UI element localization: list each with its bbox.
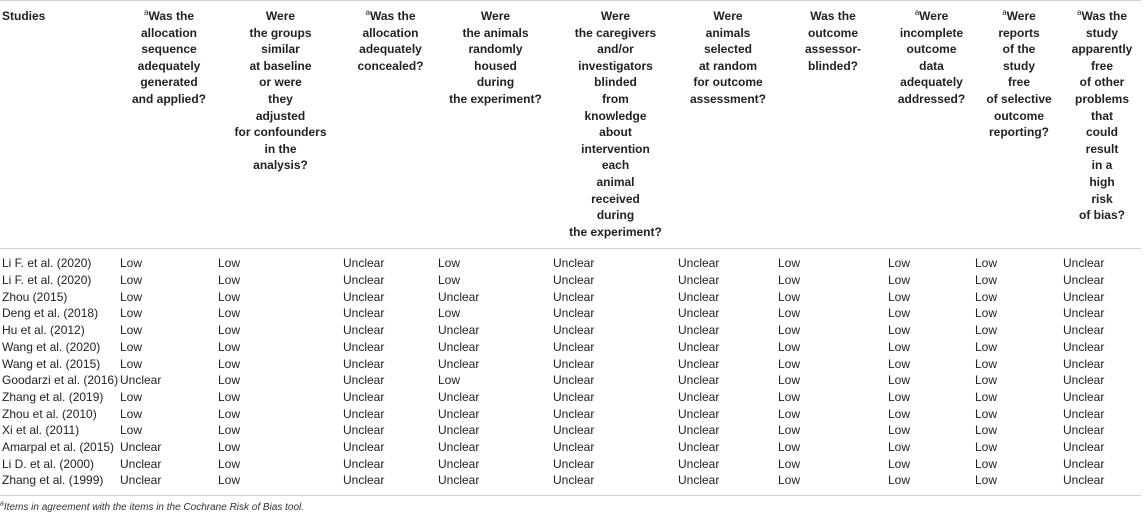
risk-rating-cell: Unclear xyxy=(438,440,480,455)
column-header-label: Were incomplete outcome data adequately addressed? xyxy=(897,9,966,106)
table-row xyxy=(0,356,1141,373)
table-row xyxy=(0,289,1141,306)
risk-rating-cell: Unclear xyxy=(678,423,720,438)
risk-rating-cell: Unclear xyxy=(438,423,480,438)
study-name-cell: Zhou (2015) xyxy=(2,289,68,304)
risk-rating-cell: Unclear xyxy=(553,473,595,488)
footnote-text: Items in agreement with the items in the Cochrane Risk of Bias tool. xyxy=(3,502,305,513)
risk-rating-cell: Unclear xyxy=(438,456,480,471)
column-header-label: Was the outcome assessor- blinded? xyxy=(804,9,862,73)
study-name-cell: Zhou et al. (2010) xyxy=(2,406,97,421)
risk-rating-cell: Unclear xyxy=(343,256,385,271)
risk-rating-cell: Low xyxy=(778,323,801,338)
risk-rating-cell: Low xyxy=(888,389,911,404)
risk-rating-cell: Low xyxy=(218,406,241,421)
risk-rating-cell: Low xyxy=(975,440,998,455)
column-header-label: Was the study apparently free of other problems that could result in a high risk of bias? xyxy=(1071,9,1133,223)
risk-rating-cell: Unclear xyxy=(1063,406,1105,421)
column-header xyxy=(678,1,778,249)
risk-rating-cell: Low xyxy=(218,373,241,388)
risk-rating-cell: Low xyxy=(888,289,911,304)
risk-rating-cell: Low xyxy=(218,389,241,404)
risk-rating-cell: Low xyxy=(120,256,143,271)
column-header xyxy=(1063,1,1141,249)
risk-rating-cell: Unclear xyxy=(1063,423,1105,438)
risk-rating-cell: Low xyxy=(975,323,998,338)
risk-rating-cell: Unclear xyxy=(678,256,720,271)
risk-rating-cell: Low xyxy=(778,306,801,321)
risk-rating-cell: Low xyxy=(888,356,911,371)
risk-rating-cell: Unclear xyxy=(343,339,385,354)
column-header-label: Was the allocation adequately concealed? xyxy=(357,9,424,73)
risk-rating-cell: Unclear xyxy=(1063,289,1105,304)
risk-rating-cell: Unclear xyxy=(343,373,385,388)
table-row xyxy=(0,249,1141,272)
risk-rating-cell: Low xyxy=(120,306,143,321)
risk-rating-cell: Low xyxy=(975,373,998,388)
risk-rating-cell: Low xyxy=(778,356,801,371)
risk-rating-cell: Unclear xyxy=(553,406,595,421)
study-name-cell: Hu et al. (2012) xyxy=(2,323,85,338)
risk-rating-cell: Unclear xyxy=(343,306,385,321)
risk-rating-cell: Unclear xyxy=(343,356,385,371)
table-row xyxy=(0,422,1141,439)
risk-rating-cell: Low xyxy=(888,256,911,271)
risk-rating-cell: Unclear xyxy=(553,456,595,471)
header-row xyxy=(0,1,1141,249)
risk-rating-cell: Unclear xyxy=(1063,389,1105,404)
table-row xyxy=(0,372,1141,389)
column-header xyxy=(438,1,553,249)
risk-rating-cell: Unclear xyxy=(120,456,162,471)
column-header-label: Studies xyxy=(2,9,46,23)
column-header xyxy=(120,1,218,249)
risk-rating-cell: Low xyxy=(438,256,461,271)
risk-rating-cell: Low xyxy=(120,356,143,371)
risk-rating-cell: Unclear xyxy=(438,473,480,488)
risk-rating-cell: Unclear xyxy=(1063,456,1105,471)
risk-rating-cell: Low xyxy=(218,456,241,471)
risk-rating-cell: Unclear xyxy=(678,356,720,371)
table-header xyxy=(0,1,1141,249)
risk-rating-cell: Low xyxy=(438,373,461,388)
risk-rating-cell: Low xyxy=(975,339,998,354)
risk-rating-cell: Unclear xyxy=(1063,256,1105,271)
risk-rating-cell: Unclear xyxy=(553,306,595,321)
table-row xyxy=(0,339,1141,356)
risk-rating-cell: Unclear xyxy=(553,440,595,455)
risk-rating-cell: Low xyxy=(778,389,801,404)
column-header-label: Were animals selected at random for outcome assessment? xyxy=(689,9,767,106)
risk-rating-cell: Low xyxy=(778,339,801,354)
table-footnote xyxy=(0,502,304,513)
column-header-label: Were the caregivers and/or investigators blinded from knowledge about intervention each animal received during the experiment? xyxy=(569,9,662,239)
risk-rating-cell: Unclear xyxy=(343,473,385,488)
study-name-cell: Amarpal et al. (2015) xyxy=(2,440,115,455)
risk-rating-cell: Unclear xyxy=(1063,373,1105,388)
risk-rating-cell: Low xyxy=(975,289,998,304)
risk-rating-cell: Unclear xyxy=(553,373,595,388)
risk-rating-cell: Unclear xyxy=(438,289,480,304)
study-name-cell: Zhang et al. (2019) xyxy=(2,389,104,404)
risk-rating-cell: Low xyxy=(778,473,801,488)
column-header-marker: a xyxy=(1002,8,1007,17)
table-body xyxy=(0,249,1141,496)
study-name-cell: Li D. et al. (2000) xyxy=(2,456,95,471)
risk-rating-cell: Low xyxy=(778,256,801,271)
risk-rating-cell: Low xyxy=(888,423,911,438)
risk-rating-cell: Unclear xyxy=(553,256,595,271)
risk-rating-cell: Low xyxy=(975,273,998,288)
column-header-label: Were reports of the study free of selective outcome reporting? xyxy=(986,9,1052,140)
risk-rating-cell: Low xyxy=(778,423,801,438)
risk-rating-cell: Unclear xyxy=(553,389,595,404)
risk-rating-cell: Low xyxy=(975,256,998,271)
risk-rating-cell: Unclear xyxy=(438,339,480,354)
risk-rating-cell: Unclear xyxy=(553,323,595,338)
column-header-label: Were the groups similar at baseline or were they adjusted for confounders in the analysis? xyxy=(234,9,327,173)
study-name-cell: Xi et al. (2011) xyxy=(2,423,80,438)
risk-rating-cell: Unclear xyxy=(343,323,385,338)
risk-rating-cell: Low xyxy=(120,389,143,404)
footnote-marker: a xyxy=(0,500,4,508)
risk-rating-cell: Low xyxy=(120,289,143,304)
table-row xyxy=(0,456,1141,473)
risk-rating-cell: Low xyxy=(778,406,801,421)
risk-rating-cell: Low xyxy=(218,306,241,321)
study-name-cell: Zhang et al. (1999) xyxy=(2,473,104,488)
risk-rating-cell: Unclear xyxy=(678,273,720,288)
risk-rating-cell: Low xyxy=(120,339,143,354)
risk-rating-cell: Low xyxy=(218,423,241,438)
risk-rating-cell: Unclear xyxy=(1063,473,1105,488)
risk-rating-cell: Low xyxy=(218,256,241,271)
risk-rating-cell: Low xyxy=(218,473,241,488)
study-name-cell: Wang et al. (2015) xyxy=(2,356,101,371)
table-row xyxy=(0,406,1141,423)
column-header-label: Was the allocation sequence adequately generated and applied? xyxy=(131,9,206,106)
risk-rating-cell: Low xyxy=(888,473,911,488)
risk-rating-cell: Low xyxy=(778,440,801,455)
study-name-cell: Li F. et al. (2020) xyxy=(2,273,92,288)
column-header-marker: a xyxy=(1076,8,1082,17)
risk-rating-cell: Unclear xyxy=(343,406,385,421)
risk-rating-cell: Low xyxy=(120,323,143,338)
risk-rating-cell: Unclear xyxy=(1063,440,1105,455)
risk-rating-cell: Low xyxy=(120,273,143,288)
risk-rating-cell: Unclear xyxy=(678,306,720,321)
risk-rating-cell: Low xyxy=(975,406,998,421)
risk-rating-cell: Unclear xyxy=(1063,356,1105,371)
column-header xyxy=(343,1,438,249)
risk-rating-cell: Unclear xyxy=(553,339,595,354)
risk-rating-cell: Unclear xyxy=(343,389,385,404)
risk-rating-cell: Unclear xyxy=(343,273,385,288)
risk-rating-cell: Unclear xyxy=(678,473,720,488)
risk-rating-cell: Unclear xyxy=(343,440,385,455)
risk-rating-cell: Unclear xyxy=(553,356,595,371)
table-row xyxy=(0,439,1141,456)
risk-rating-cell: Low xyxy=(975,389,998,404)
risk-rating-cell: Low xyxy=(218,289,241,304)
column-header xyxy=(778,1,888,249)
column-header xyxy=(888,1,975,249)
risk-rating-cell: Low xyxy=(888,273,911,288)
study-name-cell: Wang et al. (2020) xyxy=(2,339,101,354)
risk-rating-cell: Unclear xyxy=(678,389,720,404)
risk-rating-cell: Unclear xyxy=(678,373,720,388)
risk-rating-cell: Unclear xyxy=(678,323,720,338)
risk-rating-cell: Unclear xyxy=(120,473,162,488)
column-header xyxy=(975,1,1063,249)
column-header-marker: a xyxy=(914,8,920,17)
table-row xyxy=(0,389,1141,406)
risk-rating-cell: Low xyxy=(438,273,461,288)
risk-rating-cell: Low xyxy=(778,373,801,388)
risk-rating-cell: Unclear xyxy=(553,273,595,288)
risk-rating-cell: Low xyxy=(120,423,143,438)
column-header xyxy=(218,1,343,249)
risk-rating-cell: Unclear xyxy=(438,356,480,371)
risk-rating-cell: Low xyxy=(888,373,911,388)
risk-rating-cell: Unclear xyxy=(343,423,385,438)
risk-rating-cell: Low xyxy=(218,440,241,455)
study-name-cell: Goodarzi et al. (2016) xyxy=(2,373,119,388)
risk-rating-cell: Unclear xyxy=(343,289,385,304)
risk-rating-cell: Unclear xyxy=(553,423,595,438)
risk-rating-cell: Unclear xyxy=(438,406,480,421)
risk-rating-cell: Low xyxy=(975,423,998,438)
risk-rating-cell: Low xyxy=(778,273,801,288)
risk-rating-cell: Low xyxy=(218,339,241,354)
risk-rating-cell: Unclear xyxy=(438,323,480,338)
risk-rating-cell: Unclear xyxy=(1063,273,1105,288)
table-row xyxy=(0,322,1141,339)
risk-rating-cell: Unclear xyxy=(1063,306,1105,321)
column-header-marker: a xyxy=(365,8,370,17)
risk-rating-cell: Unclear xyxy=(678,440,720,455)
risk-rating-cell: Low xyxy=(888,456,911,471)
risk-rating-cell: Unclear xyxy=(678,456,720,471)
column-header xyxy=(0,1,120,249)
risk-rating-cell: Unclear xyxy=(1063,323,1105,338)
risk-rating-cell: Unclear xyxy=(120,373,162,388)
risk-rating-cell: Unclear xyxy=(438,389,480,404)
risk-rating-cell: Unclear xyxy=(343,456,385,471)
risk-rating-cell: Low xyxy=(218,273,241,288)
risk-rating-cell: Unclear xyxy=(678,406,720,421)
table-row xyxy=(0,272,1141,289)
table-row xyxy=(0,472,1141,495)
risk-rating-cell: Low xyxy=(218,356,241,371)
risk-rating-cell: Low xyxy=(975,473,998,488)
table-row xyxy=(0,305,1141,322)
risk-rating-cell: Unclear xyxy=(553,289,595,304)
risk-rating-cell: Unclear xyxy=(1063,339,1105,354)
risk-rating-cell: Low xyxy=(975,306,998,321)
risk-rating-cell: Low xyxy=(975,456,998,471)
risk-rating-cell: Unclear xyxy=(678,339,720,354)
risk-rating-cell: Low xyxy=(120,406,143,421)
risk-rating-cell: Low xyxy=(888,306,911,321)
risk-rating-cell: Unclear xyxy=(678,289,720,304)
column-header xyxy=(553,1,678,249)
risk-rating-cell: Low xyxy=(888,440,911,455)
risk-rating-cell: Low xyxy=(778,289,801,304)
risk-rating-cell: Low xyxy=(778,456,801,471)
risk-rating-cell: Unclear xyxy=(120,440,162,455)
study-name-cell: Li F. et al. (2020) xyxy=(2,256,92,271)
risk-rating-cell: Low xyxy=(438,306,461,321)
risk-rating-cell: Low xyxy=(888,406,911,421)
risk-rating-cell: Low xyxy=(888,323,911,338)
risk-rating-cell: Low xyxy=(888,339,911,354)
column-header-label: Were the animals randomly housed during the experiment? xyxy=(449,9,542,106)
risk-rating-cell: Low xyxy=(218,323,241,338)
study-name-cell: Deng et al. (2018) xyxy=(2,306,99,321)
risk-rating-cell: Low xyxy=(975,356,998,371)
column-header-marker: a xyxy=(143,8,149,17)
